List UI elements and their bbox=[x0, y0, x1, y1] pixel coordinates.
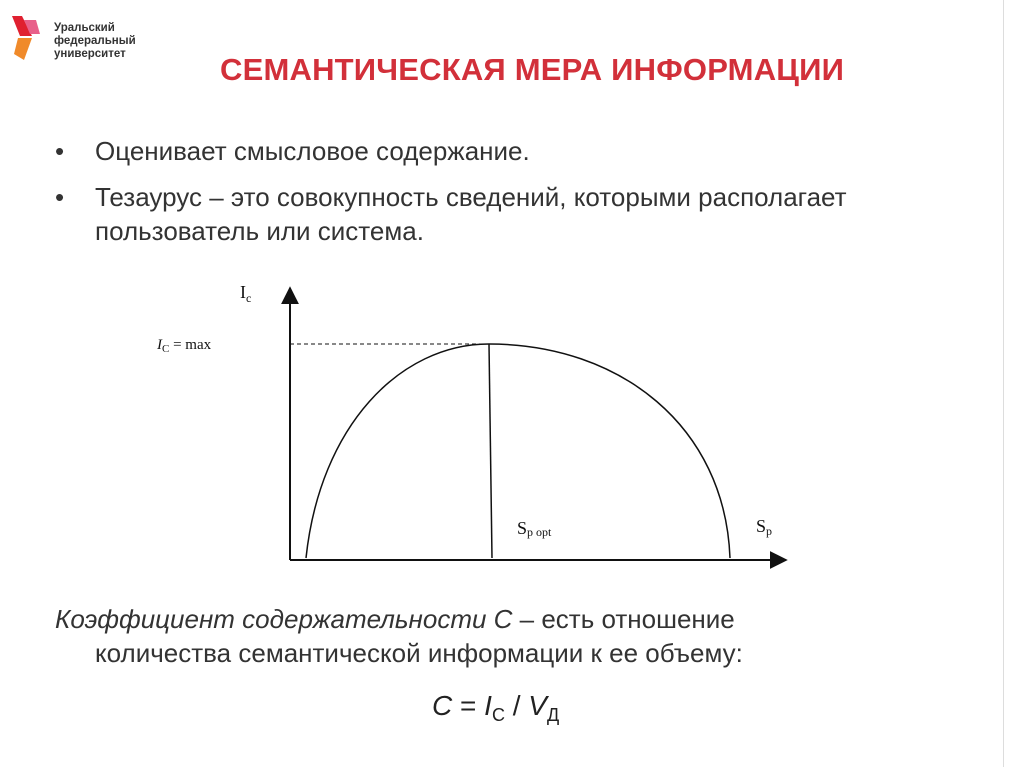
formula-i-sub: C bbox=[491, 705, 505, 725]
optimum-label: Sp opt bbox=[517, 518, 552, 539]
max-label: $I_C = \max$ bbox=[157, 337, 212, 355]
bullet-item bbox=[55, 180, 955, 248]
logo-line: Уральский bbox=[54, 22, 115, 34]
bullet-list bbox=[55, 134, 955, 260]
optimum-line bbox=[489, 344, 492, 558]
university-logo bbox=[10, 10, 150, 62]
bullet-item bbox=[55, 134, 955, 168]
formula-slash: / bbox=[504, 690, 529, 721]
coef-line-1 bbox=[55, 602, 975, 636]
coef-rest: – есть отношение bbox=[512, 604, 735, 634]
x-axis-label: Sp bbox=[756, 516, 773, 538]
coef-term: Коэффициент содержательности С bbox=[55, 604, 513, 634]
logo-line: университет bbox=[54, 48, 126, 60]
bullet-text: Тезаурус – это совокупность сведений, которыми располагает пользователь или система. bbox=[95, 182, 847, 246]
slide-title: СЕМАНТИЧЕСКАЯ МЕРА ИНФОРМАЦИИ bbox=[220, 52, 845, 87]
bullet-text: Оценивает смысловое содержание. bbox=[95, 136, 530, 166]
y-axis-label: $I_c$ bbox=[240, 282, 252, 305]
coefficient-definition bbox=[55, 602, 975, 670]
chart-svg bbox=[140, 276, 820, 576]
formula-c: C bbox=[432, 690, 453, 721]
slide-edge bbox=[1003, 0, 1024, 767]
coef-line-2: количества семантической информации к ее объему: bbox=[95, 638, 743, 668]
logo-line: федеральный bbox=[54, 35, 136, 47]
formula bbox=[432, 690, 559, 726]
semantic-information-chart bbox=[140, 276, 820, 576]
formula-v-sub: Д bbox=[546, 705, 560, 725]
logo-mark-icon bbox=[10, 14, 44, 62]
bullet-marker: • bbox=[55, 182, 65, 212]
formula-eq: = bbox=[452, 690, 485, 721]
formula-v: V bbox=[528, 690, 547, 721]
bullet-marker: • bbox=[55, 136, 65, 166]
formula-i: I bbox=[484, 690, 492, 721]
logo-text bbox=[54, 22, 136, 61]
